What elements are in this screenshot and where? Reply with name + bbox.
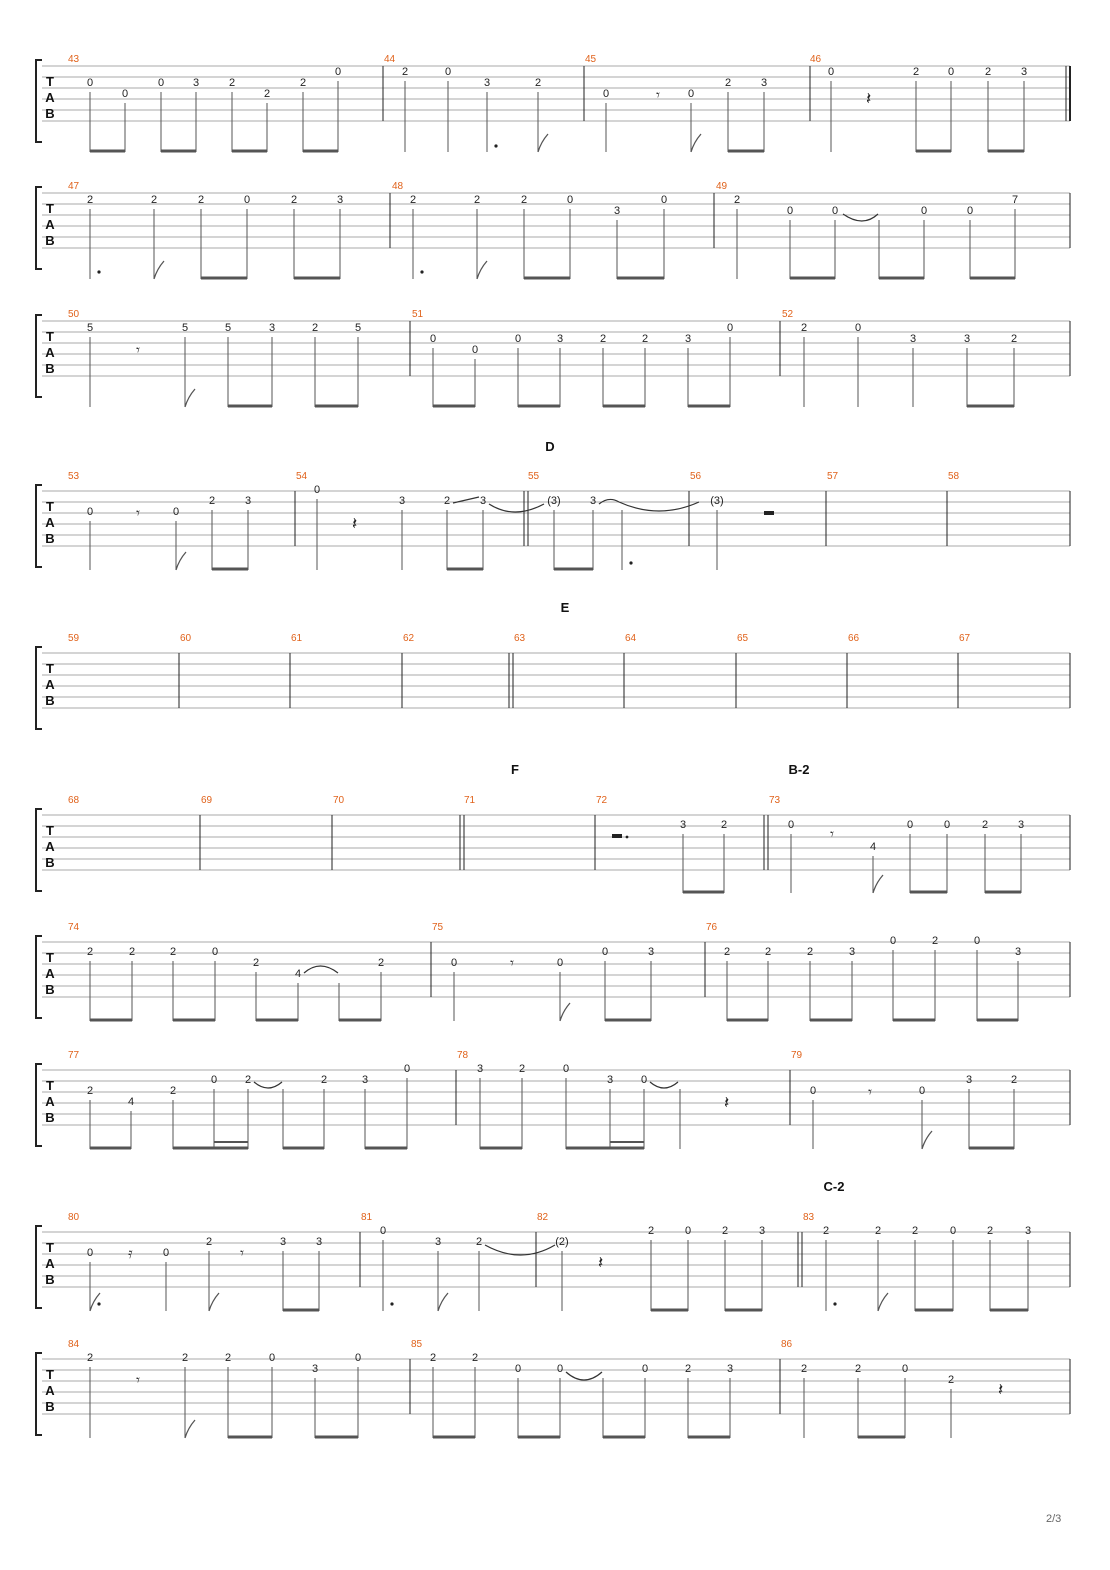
svg-text:2: 2 [986, 1225, 994, 1237]
section-label-f: F [511, 762, 519, 777]
svg-text:0: 0 [334, 66, 342, 78]
svg-text:2: 2 [1010, 1074, 1018, 1086]
svg-text:2: 2 [1010, 333, 1018, 345]
svg-text:2: 2 [721, 1225, 729, 1237]
tab-system-5 [36, 600, 1070, 729]
tab-system-9 [36, 1179, 1070, 1311]
tab-letter-a: A [45, 515, 55, 530]
measure-number: 84 [68, 1339, 80, 1350]
svg-text:𝄾: 𝄾 [830, 825, 834, 843]
tab-letter-t: T [46, 1078, 54, 1093]
tab-letter-a: A [45, 1094, 55, 1109]
tab-letter-b: B [45, 361, 55, 376]
measure-number: 47 [68, 181, 80, 192]
svg-text:𝄾: 𝄾 [136, 341, 140, 359]
svg-text:2: 2 [641, 333, 649, 345]
svg-text:0: 0 [827, 66, 835, 78]
svg-text:2: 2 [518, 1063, 526, 1075]
svg-text:2: 2 [86, 1085, 94, 1097]
svg-text:0: 0 [450, 957, 458, 969]
svg-text:0: 0 [121, 88, 129, 100]
svg-text:0: 0 [210, 1074, 218, 1086]
svg-text:2: 2 [854, 1363, 862, 1375]
svg-text:0: 0 [889, 935, 897, 947]
svg-text:0: 0 [831, 205, 839, 217]
svg-text:2: 2 [764, 946, 772, 958]
svg-text:0: 0 [379, 1225, 387, 1237]
measure-number: 83 [803, 1212, 815, 1223]
svg-text:0: 0 [687, 88, 695, 100]
svg-text:0: 0 [726, 322, 734, 334]
section-label-b2: B-2 [788, 762, 810, 777]
svg-text:(3): (3) [710, 495, 724, 507]
svg-text:0: 0 [268, 1352, 276, 1364]
svg-text:3: 3 [1020, 66, 1028, 78]
measure-number: 67 [959, 633, 971, 644]
tab-letter-a: A [45, 90, 55, 105]
svg-text:0: 0 [973, 935, 981, 947]
svg-text:2: 2 [599, 333, 607, 345]
svg-text:𝄾: 𝄾 [510, 954, 514, 972]
svg-text:0: 0 [601, 946, 609, 958]
svg-text:2: 2 [228, 77, 236, 89]
svg-text:2: 2 [723, 946, 731, 958]
svg-text:0: 0 [556, 1363, 564, 1375]
tab-letter-a: A [45, 966, 55, 981]
svg-text:0: 0 [947, 66, 955, 78]
svg-text:2: 2 [224, 1352, 232, 1364]
measure-number: 74 [68, 922, 80, 933]
svg-text:0: 0 [172, 506, 180, 518]
svg-text:5: 5 [354, 322, 362, 334]
svg-text:3: 3 [965, 1074, 973, 1086]
svg-text:0: 0 [901, 1363, 909, 1375]
svg-text:3: 3 [848, 946, 856, 958]
svg-text:2: 2 [800, 322, 808, 334]
measure-number: 81 [361, 1212, 373, 1223]
svg-text:0: 0 [906, 819, 914, 831]
svg-text:(3): (3) [547, 495, 561, 507]
svg-text:3: 3 [361, 1074, 369, 1086]
svg-text:3: 3 [434, 1236, 442, 1248]
svg-text:3: 3 [315, 1236, 323, 1248]
svg-text:3: 3 [244, 495, 252, 507]
measure-number: 59 [68, 633, 80, 644]
svg-text:3: 3 [483, 77, 491, 89]
svg-text:4: 4 [127, 1096, 135, 1108]
measure-number: 61 [291, 633, 303, 644]
measure-number: 82 [537, 1212, 549, 1223]
tab-letter-b: B [45, 233, 55, 248]
svg-text:2: 2 [800, 1363, 808, 1375]
svg-text:2: 2 [806, 946, 814, 958]
svg-text:0: 0 [660, 194, 668, 206]
svg-text:𝄽: 𝄽 [352, 514, 358, 534]
svg-text:𝄾: 𝄾 [136, 1371, 140, 1389]
svg-text:2: 2 [733, 194, 741, 206]
svg-text:0: 0 [562, 1063, 570, 1075]
svg-text:3: 3 [476, 1063, 484, 1075]
measure-number: 55 [528, 471, 540, 482]
svg-text:3: 3 [479, 495, 487, 507]
svg-text:2: 2 [86, 194, 94, 206]
measure-number: 53 [68, 471, 80, 482]
measure-number: 45 [585, 54, 597, 65]
svg-text:3: 3 [192, 77, 200, 89]
svg-text:0: 0 [157, 77, 165, 89]
svg-text:4: 4 [294, 968, 302, 980]
svg-text:3: 3 [311, 1363, 319, 1375]
page-number: 2/3 [1046, 1513, 1062, 1525]
measure-number: 57 [827, 471, 839, 482]
measure-number: 62 [403, 633, 415, 644]
svg-text:0: 0 [514, 1363, 522, 1375]
svg-text:0: 0 [471, 344, 479, 356]
tab-letter-t: T [46, 499, 54, 514]
section-label-d: D [545, 439, 555, 454]
svg-text:𝄾: 𝄾 [136, 504, 140, 522]
measure-number: 85 [411, 1339, 423, 1350]
measure-number: 80 [68, 1212, 80, 1223]
svg-text:2: 2 [169, 946, 177, 958]
svg-text:0: 0 [403, 1063, 411, 1075]
svg-text:3: 3 [268, 322, 276, 334]
tab-letter-b: B [45, 693, 55, 708]
measure-number: 78 [457, 1050, 469, 1061]
svg-text:0: 0 [641, 1363, 649, 1375]
svg-text:0: 0 [920, 205, 928, 217]
measure-number: 51 [412, 309, 424, 320]
tab-system-4 [36, 439, 1070, 570]
svg-text:0: 0 [566, 194, 574, 206]
svg-text:0: 0 [444, 66, 452, 78]
tab-letter-a: A [45, 1256, 55, 1271]
svg-text:2: 2 [720, 819, 728, 831]
svg-text:𝄽: 𝄽 [724, 1093, 730, 1113]
tab-letter-b: B [45, 1399, 55, 1414]
svg-text:2: 2 [86, 946, 94, 958]
svg-text:2: 2 [534, 77, 542, 89]
tab-letter-t: T [46, 1367, 54, 1382]
svg-text:3: 3 [613, 205, 621, 217]
svg-text:0: 0 [514, 333, 522, 345]
svg-text:3: 3 [1014, 946, 1022, 958]
svg-text:2: 2 [822, 1225, 830, 1237]
measure-number: 72 [596, 795, 608, 806]
svg-text:2: 2 [984, 66, 992, 78]
svg-text:3: 3 [336, 194, 344, 206]
svg-text:0: 0 [354, 1352, 362, 1364]
svg-text:2: 2 [981, 819, 989, 831]
svg-text:2: 2 [252, 957, 260, 969]
svg-text:3: 3 [758, 1225, 766, 1237]
svg-text:2: 2 [429, 1352, 437, 1364]
svg-text:0: 0 [429, 333, 437, 345]
measure-number: 79 [791, 1050, 803, 1061]
svg-text:3: 3 [398, 495, 406, 507]
tab-system-2 [36, 181, 1070, 279]
svg-text:2: 2 [684, 1363, 692, 1375]
svg-text:2: 2 [169, 1085, 177, 1097]
tab-letter-b: B [45, 106, 55, 121]
svg-text:2: 2 [520, 194, 528, 206]
measure-number: 68 [68, 795, 80, 806]
tab-system-8 [36, 1050, 1070, 1149]
svg-text:2: 2 [911, 1225, 919, 1237]
svg-text:3: 3 [1017, 819, 1025, 831]
svg-text:2: 2 [443, 495, 451, 507]
svg-text:3: 3 [760, 77, 768, 89]
svg-text:2: 2 [874, 1225, 882, 1237]
tab-letter-b: B [45, 1272, 55, 1287]
svg-text:2: 2 [205, 1236, 213, 1248]
svg-text:𝄾: 𝄾 [240, 1244, 244, 1262]
measure-number: 76 [706, 922, 718, 933]
svg-text:2: 2 [724, 77, 732, 89]
svg-text:0: 0 [684, 1225, 692, 1237]
tab-system-10 [36, 1339, 1070, 1438]
tab-letter-t: T [46, 823, 54, 838]
svg-text:2: 2 [244, 1074, 252, 1086]
svg-text:𝄾: 𝄾 [868, 1083, 872, 1101]
svg-text:0: 0 [556, 957, 564, 969]
svg-text:3: 3 [963, 333, 971, 345]
tab-letter-b: B [45, 531, 55, 546]
svg-text:2: 2 [290, 194, 298, 206]
section-label-e: E [560, 600, 570, 615]
svg-text:3: 3 [589, 495, 597, 507]
tab-letter-a: A [45, 345, 55, 360]
svg-text:2: 2 [311, 322, 319, 334]
svg-text:0: 0 [854, 322, 862, 334]
svg-text:0: 0 [313, 484, 321, 496]
svg-text:4: 4 [869, 841, 877, 853]
measure-number: 54 [296, 471, 308, 482]
svg-text:5: 5 [224, 322, 232, 334]
svg-text:3: 3 [556, 333, 564, 345]
tab-letter-t: T [46, 74, 54, 89]
svg-text:3: 3 [279, 1236, 287, 1248]
svg-text:0: 0 [918, 1085, 926, 1097]
svg-text:2: 2 [473, 194, 481, 206]
tab-letter-t: T [46, 661, 54, 676]
svg-text:2: 2 [128, 946, 136, 958]
svg-text:0: 0 [211, 946, 219, 958]
measure-number: 43 [68, 54, 80, 65]
svg-text:3: 3 [679, 819, 687, 831]
svg-text:2: 2 [377, 957, 385, 969]
svg-text:2: 2 [320, 1074, 328, 1086]
svg-text:0: 0 [602, 88, 610, 100]
svg-text:3: 3 [606, 1074, 614, 1086]
tab-letter-t: T [46, 329, 54, 344]
measure-number: 65 [737, 633, 749, 644]
svg-text:0: 0 [787, 819, 795, 831]
svg-text:2: 2 [299, 77, 307, 89]
measure-number: 58 [948, 471, 960, 482]
measure-number: 66 [848, 633, 860, 644]
svg-text:0: 0 [86, 77, 94, 89]
tab-letter-a: A [45, 217, 55, 232]
svg-text:𝄽: 𝄽 [598, 1253, 604, 1273]
measure-number: 77 [68, 1050, 80, 1061]
measure-number: 60 [180, 633, 192, 644]
svg-text:3: 3 [647, 946, 655, 958]
measure-number: 49 [716, 181, 728, 192]
svg-text:0: 0 [786, 205, 794, 217]
svg-text:(2): (2) [555, 1236, 569, 1248]
svg-text:0: 0 [809, 1085, 817, 1097]
measure-number: 50 [68, 309, 80, 320]
svg-text:0: 0 [949, 1225, 957, 1237]
measure-number: 69 [201, 795, 213, 806]
measure-number: 48 [392, 181, 404, 192]
svg-text:2: 2 [931, 935, 939, 947]
svg-text:0: 0 [243, 194, 251, 206]
tab-letter-b: B [45, 982, 55, 997]
svg-text:0: 0 [162, 1247, 170, 1259]
tab-letter-t: T [46, 201, 54, 216]
svg-text:2: 2 [471, 1352, 479, 1364]
measure-number: 56 [690, 471, 702, 482]
svg-text:2: 2 [401, 66, 409, 78]
svg-text:5: 5 [181, 322, 189, 334]
svg-text:0: 0 [640, 1074, 648, 1086]
measure-number: 63 [514, 633, 526, 644]
svg-text:0: 0 [943, 819, 951, 831]
svg-text:5: 5 [86, 322, 94, 334]
tab-system-6 [36, 762, 1070, 893]
tab-letter-b: B [45, 855, 55, 870]
svg-text:3: 3 [684, 333, 692, 345]
tab-system-3 [36, 309, 1070, 407]
svg-text:2: 2 [86, 1352, 94, 1364]
tab-system-1 [36, 54, 1070, 152]
svg-text:2: 2 [409, 194, 417, 206]
svg-text:2: 2 [181, 1352, 189, 1364]
measure-number: 71 [464, 795, 476, 806]
measure-number: 52 [782, 309, 794, 320]
svg-text:2: 2 [208, 495, 216, 507]
tab-letter-t: T [46, 1240, 54, 1255]
measure-number: 44 [384, 54, 396, 65]
svg-text:3: 3 [1024, 1225, 1032, 1237]
svg-text:2: 2 [475, 1236, 483, 1248]
tab-system-7 [36, 922, 1070, 1021]
svg-text:2: 2 [197, 194, 205, 206]
tab-letter-a: A [45, 1383, 55, 1398]
svg-text:7: 7 [1011, 194, 1019, 206]
svg-text:𝄽: 𝄽 [998, 1380, 1004, 1400]
tab-letter-a: A [45, 839, 55, 854]
svg-text:0: 0 [966, 205, 974, 217]
measure-number: 46 [810, 54, 822, 65]
svg-text:2: 2 [647, 1225, 655, 1237]
svg-text:2: 2 [263, 88, 271, 100]
svg-text:2: 2 [912, 66, 920, 78]
svg-text:2: 2 [947, 1374, 955, 1386]
tab-letter-t: T [46, 950, 54, 965]
svg-text:0: 0 [86, 506, 94, 518]
measure-number: 75 [432, 922, 444, 933]
measure-number: 86 [781, 1339, 793, 1350]
measure-number: 70 [333, 795, 345, 806]
svg-text:𝄽: 𝄽 [866, 89, 872, 109]
svg-text:3: 3 [909, 333, 917, 345]
svg-text:3: 3 [726, 1363, 734, 1375]
svg-text:𝄿: 𝄿 [128, 1244, 133, 1262]
tab-letter-b: B [45, 1110, 55, 1125]
measure-number: 73 [769, 795, 781, 806]
section-label-c2: C-2 [823, 1179, 845, 1194]
measure-number: 64 [625, 633, 637, 644]
tab-letter-a: A [45, 677, 55, 692]
svg-text:2: 2 [150, 194, 158, 206]
svg-text:0: 0 [86, 1247, 94, 1259]
svg-text:𝄾: 𝄾 [656, 86, 660, 104]
